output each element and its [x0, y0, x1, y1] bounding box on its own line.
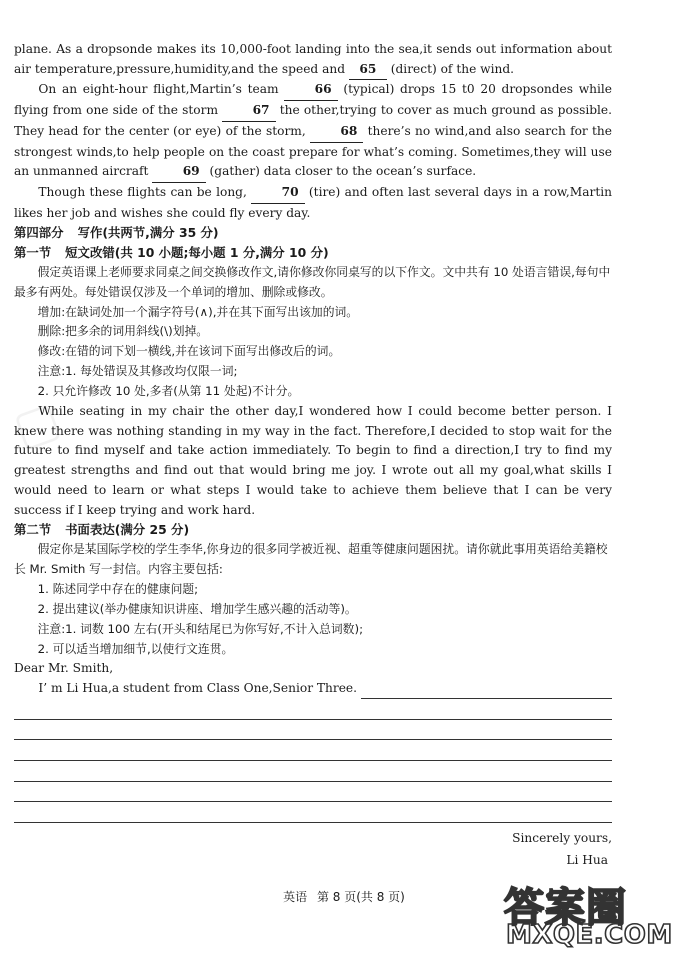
- blank-69: 69: [152, 162, 205, 183]
- answer-line-fill[interactable]: [361, 684, 612, 699]
- blank-67: 67: [222, 101, 275, 122]
- answer-line[interactable]: [14, 761, 612, 782]
- answer-line[interactable]: [14, 699, 612, 720]
- answer-line[interactable]: [14, 740, 612, 761]
- rule-add: 增加:在缺词处加一个漏字符号(∧),并在其下面写出该加的词。: [37, 304, 359, 319]
- faint-watermark-background: ▢: [5, 389, 68, 459]
- letter-opening: I’ m Li Hua,a student from Class One,Senior Three.: [38, 681, 357, 696]
- part4-title: 第四部分: [14, 225, 64, 241]
- passage-text: On an eight-hour flight,Martin’s team: [38, 82, 279, 97]
- exam-page: [14, 40, 612, 871]
- rule-modify: 修改:在错的词下划一横线,并在该词下面写出修改后的词。: [37, 344, 341, 359]
- blank-68: 68: [310, 122, 363, 143]
- section1-heading: [14, 243, 612, 263]
- passage-text: Though these flights can be long,: [38, 184, 247, 199]
- blank-66: 66: [284, 80, 337, 101]
- watermark-cn: 答案圈: [504, 885, 627, 931]
- passage-paragraph-2: [14, 80, 612, 183]
- passage-text: there’s no wind,and also search for the strongest winds,to help people on the coast prepare for what’s coming. Sometimes,they will use an unmanned aircraft: [14, 123, 612, 179]
- passage-text: (direct) of the wind.: [390, 61, 515, 76]
- section2-label: 第二节: [14, 522, 52, 538]
- watermark-en: MXQE.COM: [506, 920, 673, 950]
- section2-item-2: 2. 提出建议(举办健康知识讲座、增加学生感兴趣的活动等)。: [37, 601, 357, 616]
- section1-note-1: 注意:1. 每处错误及其修改均仅限一词;: [37, 364, 238, 379]
- passage-text: the other,trying to cover as much ground as possible. They head for the center (or eye) of the storm,: [14, 103, 613, 138]
- passage-paragraph-3: [14, 183, 612, 223]
- section2-heading: [14, 520, 612, 540]
- letter-opening-line[interactable]: [14, 679, 612, 699]
- section1-title: 短文改错(共 10 小题;每小题 1 分,满分 10 分): [65, 245, 329, 261]
- section2-note-1: 注意:1. 词数 100 左右(开头和结尾已为你写好,不计入总词数);: [37, 621, 364, 636]
- letter-signoff: [14, 827, 612, 871]
- section1-note-2: 2. 只允许修改 10 处,多者(从第 11 处起)不计分。: [37, 384, 300, 399]
- rule-delete: 删除:把多余的词用斜线(\)划掉。: [37, 324, 209, 339]
- section1-intro: 假定英语课上老师要求同桌之间交换修改作文,请你修改你同桌写的以下作文。文中共有 10 处语言错误,每句中最多有两处。每处错误仅涉及一个单词的增加、删除或修改。: [14, 264, 611, 299]
- letter-signature: Li Hua: [566, 852, 608, 867]
- footer-subject: 英语: [283, 890, 308, 904]
- answer-line[interactable]: [14, 720, 612, 741]
- answer-line[interactable]: [14, 802, 612, 823]
- footer-page-number: 第 8 页(共 8 页): [316, 890, 405, 904]
- section2-item-1: 1. 陈述同学中存在的健康问题;: [37, 581, 199, 596]
- letter-closing: Sincerely yours,: [512, 830, 612, 845]
- blank-65: 65: [349, 60, 387, 81]
- section2-title: 书面表达(满分 25 分): [65, 522, 190, 538]
- site-logo-watermark: [504, 876, 676, 954]
- letter-greeting: Dear Mr. Smith,: [14, 661, 114, 676]
- part4-heading: [14, 223, 612, 243]
- blank-70: 70: [251, 183, 304, 204]
- passage-text: (tire) and often last several days in a row,Martin likes her job and wishes she could fly every day.: [14, 184, 613, 220]
- section2-note-2: 2. 可以适当增加细节,以使行文连贯。: [37, 641, 234, 656]
- error-correction-essay: While seating in my chair the other day,I wondered how I could become better person. I knew there was nothing standing in my way in the fact. Therefore,I decided to stop wait for the future to find myself and take action immediately. To begin to find a direction,I try to find my greatest strengths and find out that would bring me joy. I wrote out all my goal,what skills I would need to learn or what steps I would take to achieve them believe that I can be very success if I keep trying and work hard.: [14, 404, 612, 517]
- passage-text: plane. As a dropsonde makes its 10,000-foot landing into the sea,it sends out information about air temperature,pressure,humidity,and the speed and: [14, 42, 612, 76]
- part4-subtitle: 写作(共两节,满分 35 分): [77, 225, 219, 241]
- answer-line[interactable]: [14, 782, 612, 803]
- section2-intro: 假定你是某国际学校的学生李华,你身边的很多同学被近视、超重等健康问题困扰。请你就此事用英语给美籍校长 Mr. Smith 写一封信。内容主要包括:: [14, 542, 608, 576]
- passage-text: (typical) drops 15 t0 20 dropsondes while flying from one side of the storm: [14, 82, 613, 118]
- passage-text: (gather) data closer to the ocean’s surface.: [209, 164, 477, 179]
- section1-label: 第一节: [14, 245, 52, 261]
- passage-paragraph-1: [14, 40, 612, 80]
